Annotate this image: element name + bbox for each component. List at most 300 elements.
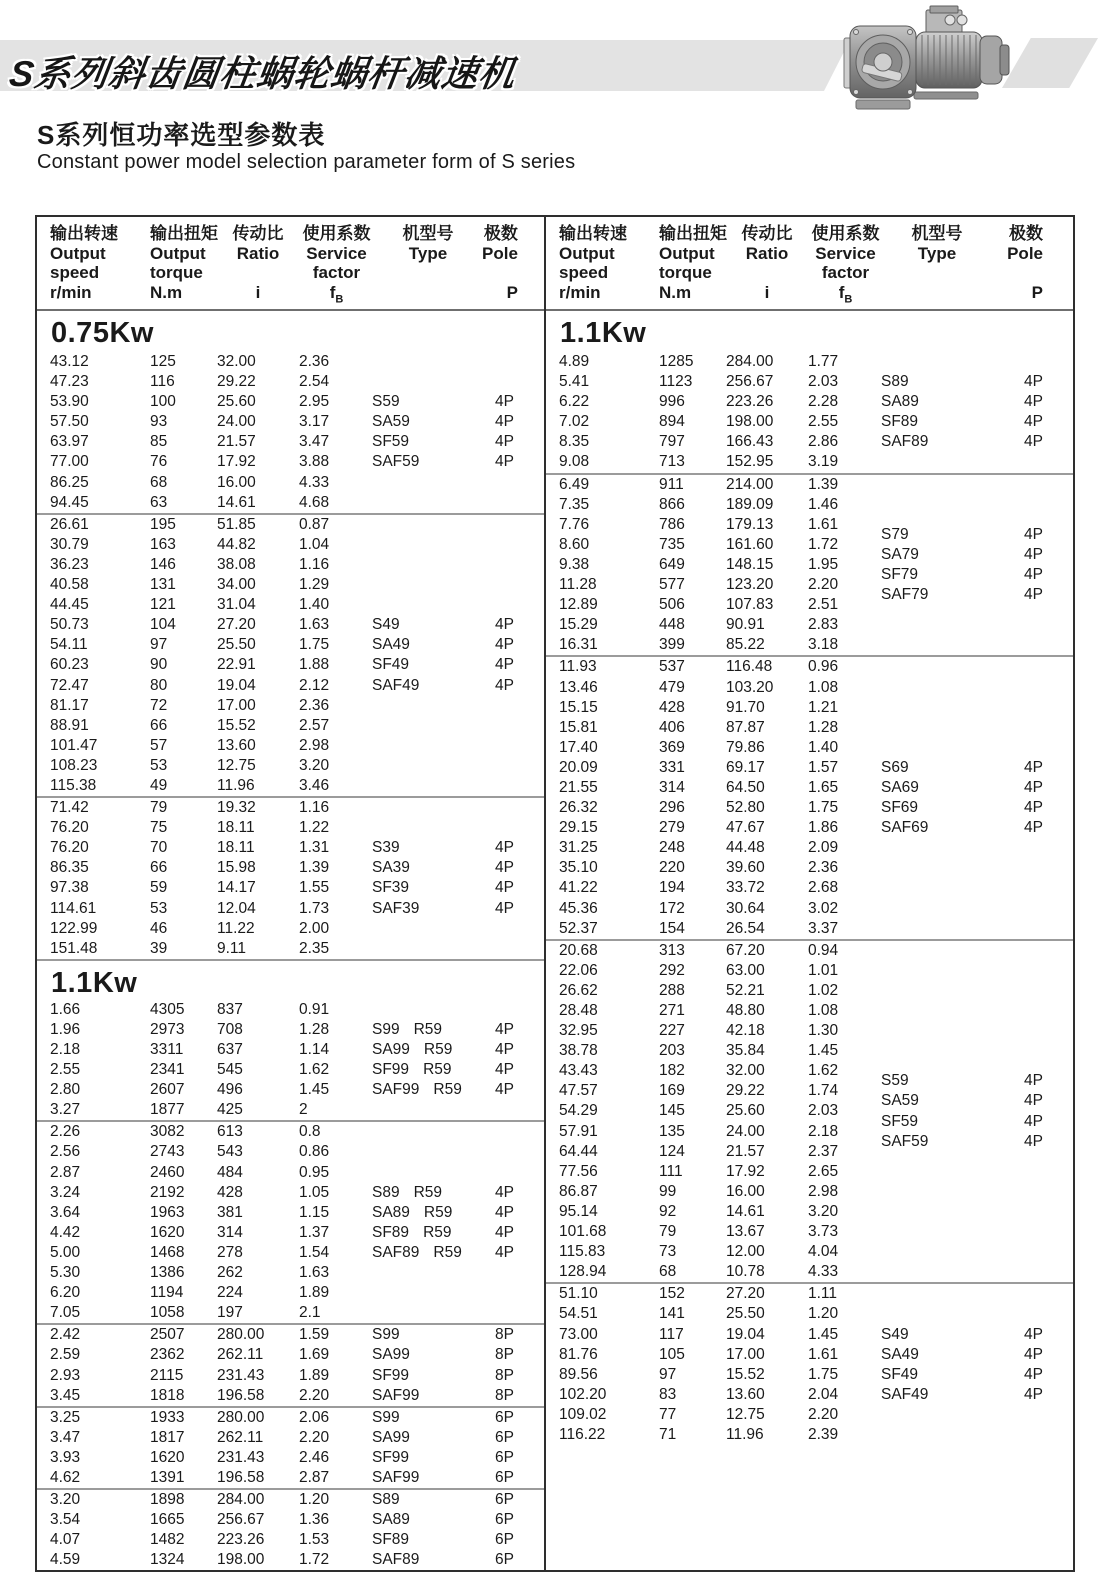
cell-speed: 20.68 [559,941,598,959]
type-pole-row [881,758,1073,778]
cell-ratio: 48.80 [726,1002,765,1019]
cell-torque: 66 [150,859,168,877]
column-header-factor: 使用系数 Service factor $f_B$ [811,224,880,305]
type-pole-row [372,392,544,412]
section-subtitle-zh: S系列恒功率选型参数表 [37,120,326,150]
cell-ratio: 25.60 [217,393,256,411]
cell-factor: 1.08 [808,678,839,696]
cell-speed: 81.17 [50,696,89,714]
type-suffix-cell: R59 [413,1020,443,1038]
cell-speed: 47.57 [559,1082,598,1100]
cell-speed: 3.20 [50,1491,81,1509]
cell-torque: 66 [150,716,168,734]
type-pole-row [372,452,544,472]
type-column [881,941,1073,1283]
cell-speed: 71.42 [50,799,89,817]
cell-torque: 93 [150,413,168,431]
pole-cell: 4P [495,676,514,694]
cell-ratio: 90.91 [726,616,765,634]
cell-torque: 154 [659,919,685,937]
cell-factor: 2.1 [299,1304,321,1322]
cell-torque: 125 [150,353,176,370]
cell-ratio: 496 [217,1081,243,1099]
type-cell: S79 [881,525,909,543]
cell-factor: 2.36 [808,859,839,877]
cell-torque: 2341 [150,1061,185,1079]
cell-torque: 163 [150,535,176,553]
cell-ratio: 79.86 [726,738,765,756]
cell-ratio: 34.00 [217,576,256,594]
cell-torque: 46 [150,919,168,937]
cell-factor: 1.75 [808,799,839,817]
cell-factor: 1.31 [299,839,330,857]
cell-ratio: 25.50 [217,636,256,654]
cell-speed: 86.87 [559,1182,598,1200]
type-suffix-cell: R59 [423,1041,453,1058]
cell-ratio: 179.13 [726,515,774,533]
cell-speed: 17.40 [559,738,598,756]
cell-speed: 6.22 [559,393,590,411]
type-pole-row [372,635,544,655]
cell-factor: 1.65 [808,778,839,796]
cell-factor: 1.14 [299,1041,330,1058]
cell-factor: 2.39 [808,1425,839,1443]
cell-torque: 292 [659,961,685,979]
cell-factor: 1.77 [808,353,839,370]
cell-torque: 1665 [150,1511,185,1529]
pole-cell: 6P [495,1491,514,1509]
pole-cell: 4P [495,656,514,674]
cell-speed: 29.15 [559,819,598,837]
type-pole-row [372,1040,544,1060]
cell-ratio: 29.22 [726,1082,765,1100]
cell-factor: 1.45 [808,1042,839,1060]
type-pole-row [372,1345,544,1365]
cell-speed: 41.22 [559,879,598,897]
cell-torque: 117 [659,1325,684,1343]
pole-cell: 4P [495,1081,514,1099]
cell-speed: 52.37 [559,919,598,937]
cell-factor: 1.15 [299,1203,330,1221]
cell-speed: 35.10 [559,859,598,877]
power-section-title: 0.75Kw [51,317,154,349]
pole-cell: 4P [495,1183,514,1201]
pole-cell: 4P [495,839,514,857]
type-cell: SF89 [372,1531,410,1549]
type-pole-row [881,1091,1073,1111]
cell-torque: 649 [659,555,685,573]
cell-torque: 68 [659,1263,677,1281]
cell-factor: 1.75 [299,636,330,654]
cell-torque: 1933 [150,1408,185,1426]
cell-ratio: 26.54 [726,919,765,937]
data-block [37,1120,544,1323]
cell-ratio: 15.52 [726,1365,765,1383]
cell-torque: 92 [659,1202,677,1220]
cell-speed: 72.47 [50,676,89,694]
cell-speed: 36.23 [50,555,89,573]
type-pole-row [372,1510,544,1530]
type-cell: SF79 [881,565,919,583]
cell-torque: 99 [659,1182,677,1200]
cell-ratio: 11.96 [726,1425,764,1443]
cell-factor: 1.39 [299,859,330,877]
type-suffix-cell: R59 [423,1223,452,1241]
cell-factor: 1.63 [299,1264,330,1282]
pole-cell: 8P [495,1366,514,1384]
cell-factor: 1.08 [808,1002,839,1019]
cell-factor: 1.62 [808,1062,839,1080]
type-column [372,1122,544,1323]
pole-cell: 4P [1024,799,1043,817]
cell-ratio: 637 [217,1041,243,1058]
cell-factor: 2.12 [299,676,330,694]
pole-cell: 4P [495,899,514,917]
cell-speed: 57.50 [50,413,89,431]
cell-torque: 73 [659,1243,677,1261]
cell-speed: 88.91 [50,716,89,734]
cell-speed: 81.76 [559,1345,598,1363]
cell-torque: 1386 [150,1264,185,1282]
cell-torque: 2973 [150,1020,185,1038]
cell-speed: 4.62 [50,1468,81,1486]
cell-ratio: 51.85 [217,515,256,533]
type-pole-row [881,1345,1073,1365]
cell-ratio: 123.20 [726,576,774,594]
cell-factor: 2.20 [808,1405,839,1423]
cell-torque: 2192 [150,1183,185,1201]
cell-factor: 0.96 [808,658,839,676]
type-pole-row [372,899,544,919]
pole-cell: 4P [495,413,514,431]
cell-torque: 83 [659,1385,677,1403]
cell-ratio: 10.78 [726,1263,765,1281]
cell-factor: 2.20 [808,576,839,594]
cell-torque: 735 [659,535,685,553]
cell-torque: 314 [659,778,685,796]
cell-factor: 1.20 [808,1305,839,1323]
cell-ratio: 85.22 [726,636,765,654]
cell-torque: 786 [659,515,685,533]
type-cell: SAF99 [372,1468,420,1486]
type-cell: S89 [881,373,909,391]
cell-factor: 1.53 [299,1531,330,1549]
cell-factor: 1.89 [299,1284,330,1302]
type-pole-row [881,545,1073,565]
cell-ratio: 22.91 [217,656,256,674]
cell-torque: 195 [150,515,176,533]
pole-cell: 4P [495,879,514,897]
cell-factor: 2.57 [299,716,330,734]
cell-speed: 43.43 [559,1062,598,1080]
cell-speed: 15.15 [559,698,598,716]
type-pole-row [372,1448,544,1468]
cell-speed: 63.97 [50,433,89,451]
type-column [881,475,1073,656]
pole-cell: 4P [1024,373,1043,391]
cell-speed: 5.00 [50,1243,81,1261]
cell-factor: 1.22 [299,819,330,837]
pole-cell: 4P [1024,525,1043,543]
cell-factor: 0.87 [299,515,330,533]
type-pole-row [881,392,1073,412]
power-section-title: 1.1Kw [37,959,544,1000]
cell-factor: 0.8 [299,1123,321,1141]
data-block [37,1323,544,1405]
cell-ratio: 543 [217,1143,243,1161]
right-table [546,217,1073,1570]
cell-speed: 2.93 [50,1366,81,1384]
cell-factor: 2.87 [299,1468,330,1486]
cell-ratio: 33.72 [726,879,765,897]
type-pole-row [372,1183,544,1203]
cell-torque: 2743 [150,1143,185,1161]
cell-ratio: 21.57 [217,433,256,451]
cell-speed: 7.05 [50,1304,81,1322]
type-cell: SA69 [881,778,919,796]
pole-cell: 4P [495,1223,514,1241]
cell-speed: 4.42 [50,1223,81,1241]
cell-factor: 3.88 [299,453,330,471]
cell-factor: 2 [299,1101,308,1119]
cell-ratio: 280.00 [217,1326,265,1344]
cell-speed: 4.89 [559,353,590,370]
cell-speed: 20.09 [559,758,598,776]
cell-torque: 1963 [150,1203,185,1221]
pole-cell: 4P [495,1203,514,1221]
cell-factor: 2.03 [808,373,839,391]
cell-speed: 2.42 [50,1326,81,1344]
data-block [546,473,1073,656]
cell-speed: 115.38 [50,776,97,794]
cell-torque: 996 [659,393,685,411]
pole-cell: 6P [495,1408,514,1426]
cell-factor: 2.65 [808,1162,839,1180]
cell-torque: 406 [659,718,685,736]
type-cell: SA59 [372,413,410,431]
cell-ratio: 47.67 [726,819,765,837]
cell-speed: 8.35 [559,433,590,451]
cell-speed: 28.48 [559,1002,598,1019]
type-cell: SA99 [372,1346,410,1364]
data-block [37,513,544,796]
type-pole-row [881,778,1073,798]
cell-speed: 116.22 [559,1425,606,1443]
cell-ratio: 198.00 [217,1551,265,1569]
type-cell: S49 [372,616,400,634]
cell-ratio: 12.00 [726,1243,765,1261]
cell-ratio: 152.95 [726,453,774,471]
cell-torque: 713 [659,453,685,471]
cell-factor: 2.83 [808,616,839,634]
cell-ratio: 14.61 [217,493,256,511]
cell-speed: 76.20 [50,839,89,857]
type-cell: SAF89 [881,433,929,451]
pole-cell: 8P [495,1386,514,1404]
cell-factor: 1.40 [808,738,839,756]
pole-cell: 6P [495,1531,514,1549]
type-cell: SF49 [372,656,410,674]
cell-ratio: 30.64 [726,899,765,917]
type-suffix-cell: R59 [423,1203,453,1221]
cell-torque: 537 [659,658,685,676]
cell-ratio: 27.20 [726,1285,765,1303]
cell-speed: 54.51 [559,1305,598,1323]
cell-ratio: 38.08 [217,555,256,573]
cell-speed: 54.11 [50,636,88,654]
cell-torque: 70 [150,839,168,857]
cell-ratio: 52.80 [726,799,765,817]
cell-ratio: 196.58 [217,1386,265,1404]
cell-factor: 2.35 [299,939,330,957]
cell-speed: 30.79 [50,535,89,553]
cell-ratio: 256.67 [726,373,774,391]
type-cell: SAF99 [372,1081,420,1099]
type-cell: SAF59 [372,453,420,471]
type-cell: SF99 [372,1448,410,1466]
type-pole-row [881,525,1073,545]
cell-ratio: 262.11 [217,1428,264,1446]
cell-torque: 105 [659,1345,685,1363]
column-header-speed: 输出转速 Output speed r/min [559,224,627,302]
cell-ratio: 12.75 [726,1405,765,1423]
cell-ratio: 284.00 [217,1491,265,1509]
cell-factor: 1.63 [299,616,330,634]
cell-ratio: 17.92 [217,453,256,471]
cell-ratio: 197 [217,1304,243,1322]
cell-ratio: 613 [217,1123,243,1141]
cell-speed: 2.26 [50,1123,81,1141]
cell-factor: 1.89 [299,1366,330,1384]
type-cell: SA89 [372,1511,410,1529]
type-suffix-cell: R59 [423,1061,452,1079]
cell-speed: 114.61 [50,899,97,917]
pole-cell: 4P [1024,586,1043,604]
cell-factor: 1.57 [808,758,839,776]
cell-factor: 1.02 [808,981,839,999]
cell-torque: 203 [659,1042,685,1060]
type-cell: S89 [372,1183,400,1201]
type-cell: SAF89 [372,1243,420,1261]
cell-speed: 60.23 [50,656,89,674]
column-header-ratio: 传动比 Ratio i [232,224,284,302]
pole-cell: 4P [495,453,514,471]
cell-torque: 1620 [150,1448,185,1466]
type-pole-row [881,585,1073,605]
type-column [881,657,1073,938]
column-header-speed: 输出转速 Output speed r/min [50,224,118,302]
type-cell: SF99 [372,1061,410,1079]
cell-ratio: 13.60 [726,1385,765,1403]
cell-ratio: 262.11 [217,1346,264,1364]
column-header-ratio: 传动比 Ratio i [741,224,793,302]
type-suffix-cell: R59 [433,1081,462,1099]
cell-factor: 0.94 [808,941,839,959]
cell-factor: 1.04 [299,535,330,553]
column-header-row [546,217,1073,311]
cell-speed: 2.80 [50,1081,81,1099]
cell-factor: 1.30 [808,1022,839,1040]
cell-torque: 1194 [150,1284,184,1302]
cell-factor: 1.62 [299,1061,330,1079]
type-cell: SF39 [372,879,410,897]
type-cell: SF59 [372,433,410,451]
pole-cell: 4P [495,433,514,451]
cell-factor: 2.28 [808,393,839,411]
data-block [37,1488,544,1570]
cell-torque: 479 [659,678,685,696]
cell-torque: 76 [150,453,168,471]
cell-torque: 85 [150,433,168,451]
cell-speed: 95.14 [559,1202,598,1220]
type-cell: SAF79 [881,586,929,604]
cell-factor: 3.37 [808,919,839,937]
cell-ratio: 231.43 [217,1366,265,1384]
cell-speed: 76.20 [50,819,89,837]
cell-ratio: 166.43 [726,433,774,451]
type-pole-row [372,1243,544,1263]
cell-ratio: 21.57 [726,1142,765,1160]
type-pole-row [372,1020,544,1040]
cell-ratio: 545 [217,1061,243,1079]
type-pole-row [881,818,1073,838]
type-column [372,1325,544,1405]
type-cell: SA89 [372,1203,410,1221]
cell-speed: 15.29 [559,616,598,634]
type-pole-row [372,1223,544,1243]
pole-cell: 4P [495,393,514,411]
type-pole-row [372,1080,544,1100]
cell-speed: 4.07 [50,1531,81,1549]
pole-cell: 4P [1024,1385,1043,1403]
type-cell: SF99 [372,1366,410,1384]
data-block [37,796,544,959]
cell-torque: 220 [659,859,685,877]
cell-factor: 2.03 [808,1102,839,1120]
cell-torque: 279 [659,819,685,837]
cell-ratio: 16.00 [726,1182,765,1200]
cell-torque: 2362 [150,1346,185,1364]
cell-speed: 115.83 [559,1243,606,1261]
cell-speed: 122.99 [50,919,98,937]
cell-torque: 1482 [150,1531,185,1549]
cell-torque: 3311 [150,1041,184,1058]
type-cell: SA59 [881,1092,919,1110]
cell-factor: 3.46 [299,776,330,794]
cell-speed: 12.89 [559,596,598,614]
type-column [372,798,544,959]
cell-factor: 1.37 [299,1223,330,1241]
cell-torque: 100 [150,393,176,411]
parameter-table [35,215,1075,1572]
cell-speed: 50.73 [50,616,89,634]
cell-ratio: 17.00 [217,696,256,714]
type-cell: SAF39 [372,899,420,917]
type-column [372,1490,544,1570]
cell-torque: 1620 [150,1223,185,1241]
cell-speed: 3.24 [50,1183,81,1201]
type-pole-row [372,858,544,878]
cell-factor: 3.18 [808,636,839,654]
cell-factor: 1.59 [299,1326,330,1344]
cell-torque: 506 [659,596,685,614]
type-cell: SA99 [372,1041,410,1058]
type-pole-row [372,1060,544,1080]
cell-factor: 2.04 [808,1385,839,1403]
pole-cell: 6P [495,1468,514,1486]
cell-ratio: 16.00 [217,473,256,491]
cell-speed: 26.61 [50,515,89,533]
